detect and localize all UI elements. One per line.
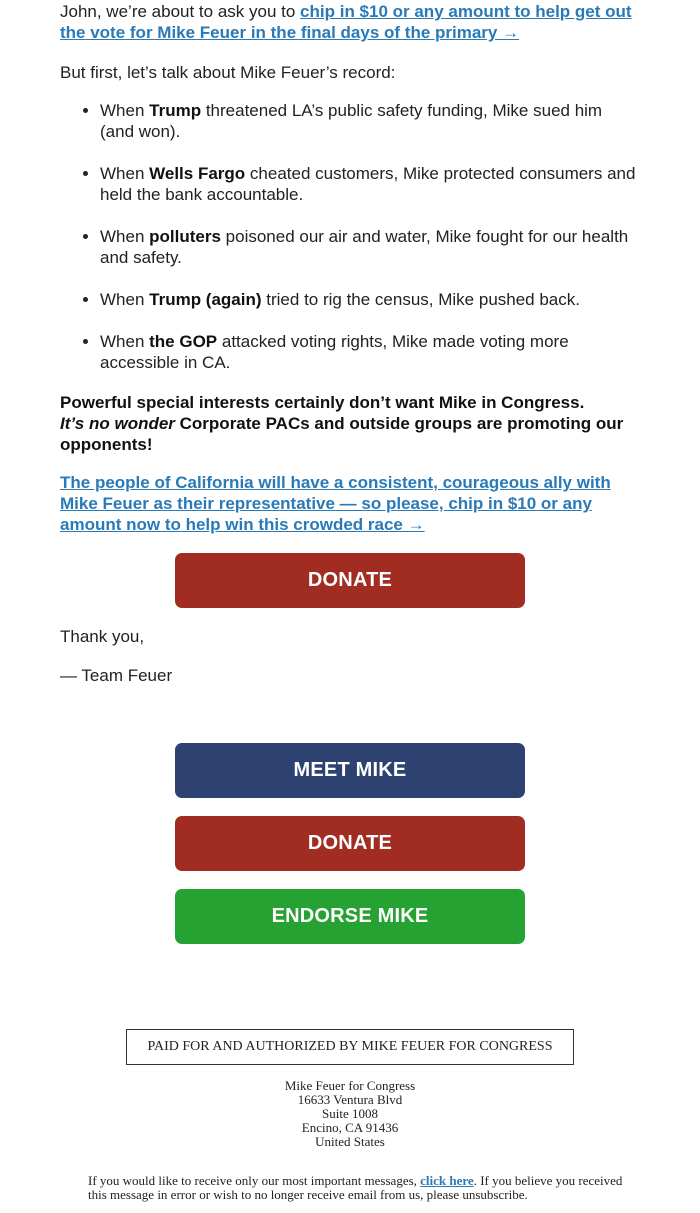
signature: — Team Feuer [60,666,173,685]
address-line: 16633 Ventura Blvd [297,1092,403,1107]
record-list [60,100,640,394]
list-item: • When Trump threatened LA’s public safety funding, Mike sued him (and won). [100,100,640,142]
intro-text: John, we’re about to ask you to [60,2,301,21]
address-line: Encino, CA 91436 [301,1120,399,1135]
people-paragraph [60,472,640,535]
list-item: • When Trump (again) tried to rig the census, Mike pushed back. [100,289,640,310]
meet-mike-button[interactable]: MEET MIKE [175,743,525,798]
chip-in-link-2[interactable]: The people of California will have a consistent, courageous ally with Mike Feuer as their representative — so please, chip in $10 or any amount now to help win this crowded race → [60,473,611,534]
intro-paragraph [60,1,640,43]
list-item: • When the GOP attacked voting rights, Mike made voting more accessible in CA. [100,331,640,373]
record-intro: But first, let’s talk about Mike Feuer’s record: [60,63,396,82]
unsubscribe-footer: If you would like to receive only our most important messages, click here. If you believe you received this message in error or wish to no longer receive email from us, please unsubscribe. [88,1173,623,1202]
list-item: • When Wells Fargo cheated customers, Mike protected consumers and held the bank accountable. [100,163,640,205]
paid-for-disclaimer: PAID FOR AND AUTHORIZED BY MIKE FEUER FOR CONGRESS [126,1029,574,1065]
address-line: Suite 1008 [322,1106,378,1121]
donate-button[interactable]: DONATE [175,553,525,608]
mailing-address [0,1079,700,1149]
address-line: Mike Feuer for Congress [284,1078,416,1093]
endorse-mike-button[interactable]: ENDORSE MIKE [175,889,525,944]
donate-button-2[interactable]: DONATE [175,816,525,871]
special-interests-paragraph: Powerful special interests certainly don’t want Mike in Congress. It’s no wonder Corporate PACs and outside groups are promoting our opponents! [60,393,624,454]
click-here-link[interactable]: click here [420,1173,474,1188]
chip-in-link[interactable]: chip in $10 or any amount to help get out the vote for Mike Feuer in the final days of the primary → [60,2,632,42]
address-line: United States [315,1134,385,1149]
list-item: • When polluters poisoned our air and water, Mike fought for our health and safety. [100,226,640,268]
thanks-text: Thank you, [60,627,145,646]
